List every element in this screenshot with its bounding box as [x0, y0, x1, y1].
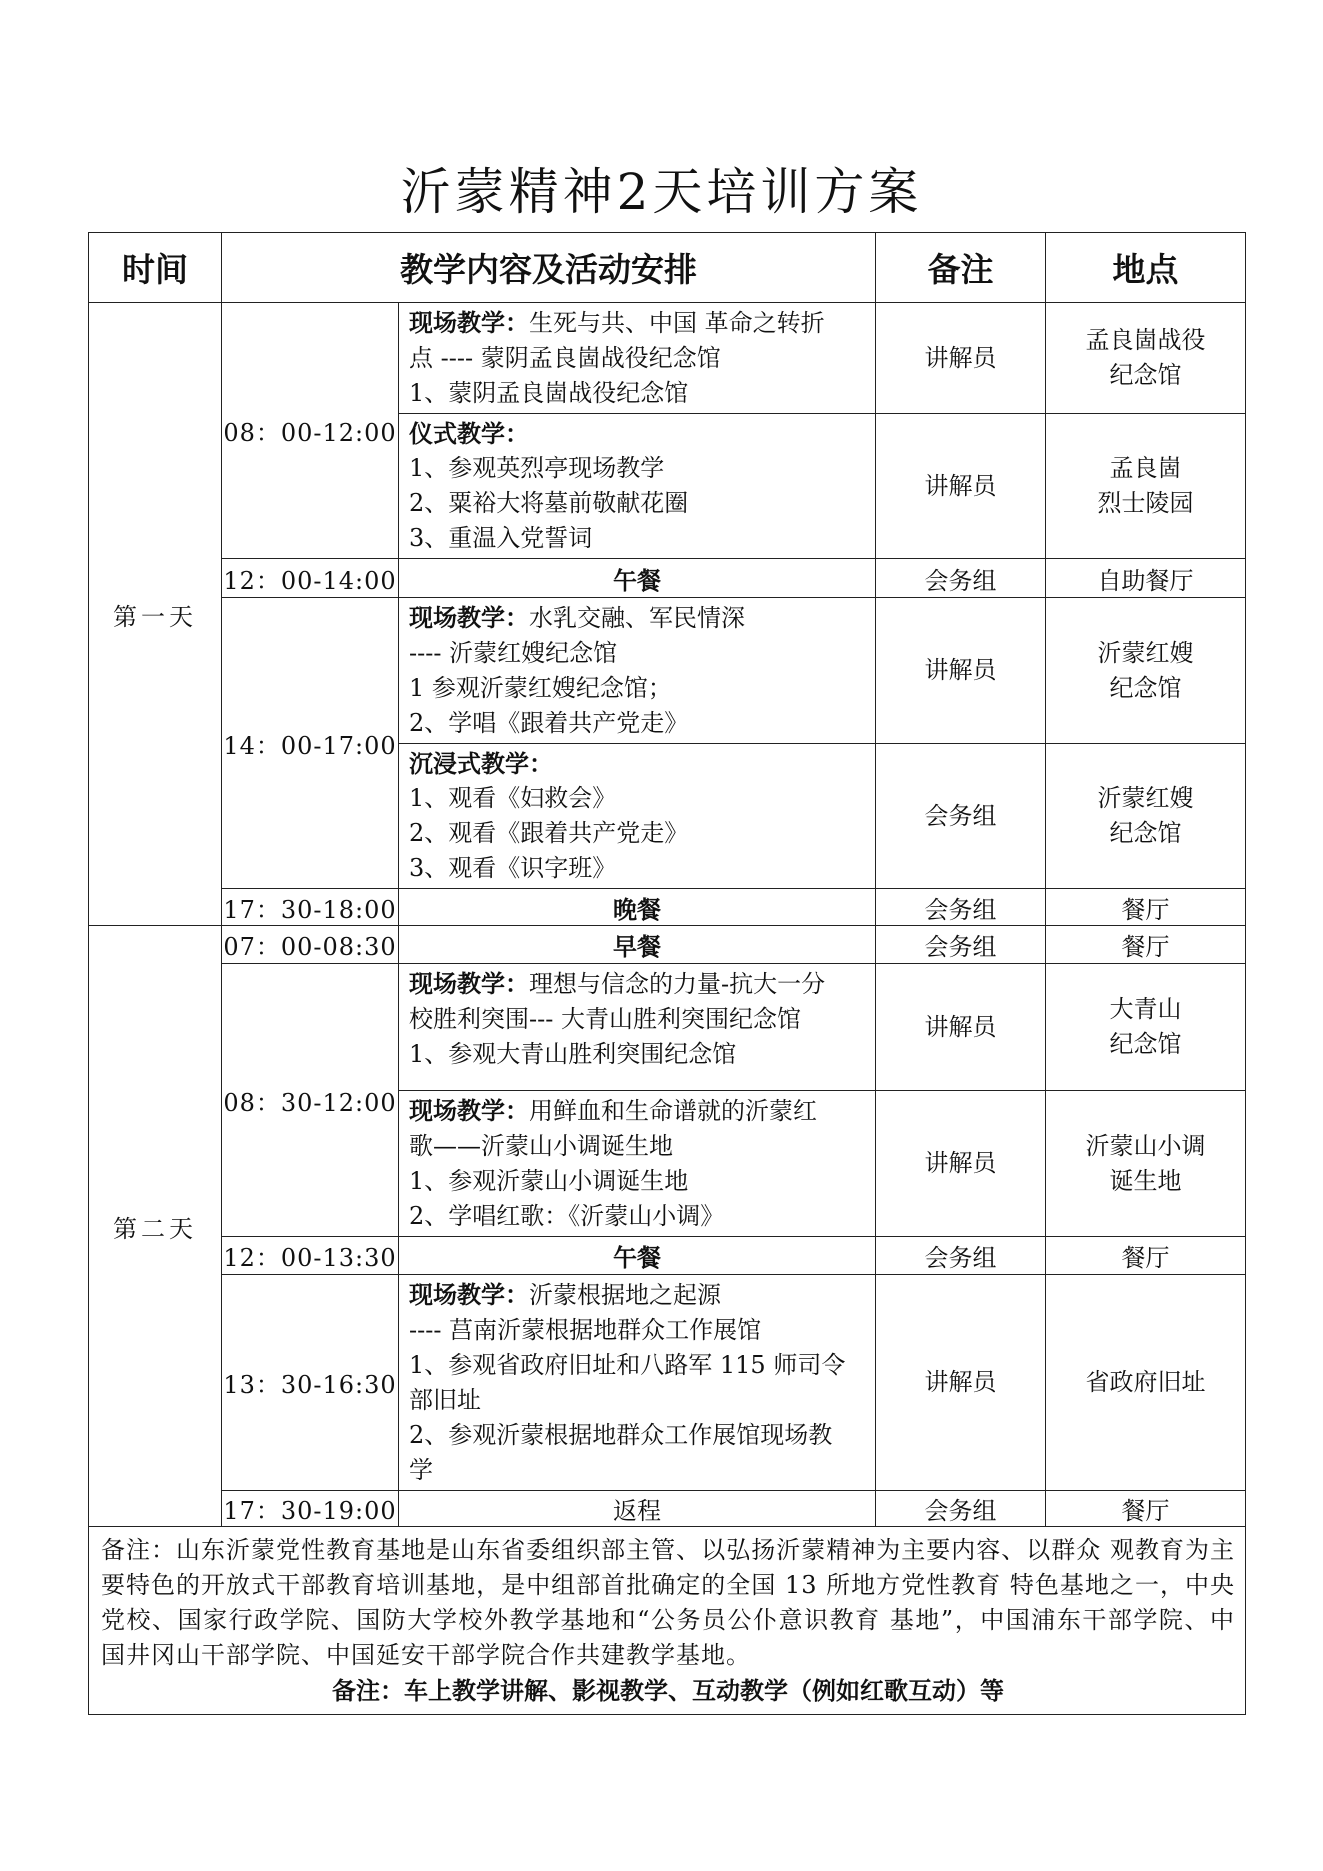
activity-line: 2、学唱红歌：《沂蒙山小调》	[409, 1202, 725, 1230]
return-cell: 返程	[399, 1491, 876, 1527]
place-line: 纪念馆	[1109, 361, 1182, 389]
time-cell: 17：30-18:00	[222, 889, 399, 926]
activity-line: 1、参观大青山胜利突围纪念馆	[409, 1040, 737, 1068]
time-cell: 12：00-13:30	[222, 1237, 399, 1275]
activity-line: 生死与共、中国 革命之转折	[529, 309, 825, 337]
activity-line: 2、学唱《跟着共产党走》	[409, 709, 689, 737]
table-row	[89, 1237, 1246, 1275]
note-cell: 讲解员	[876, 303, 1046, 414]
note-cell: 讲解员	[876, 414, 1046, 559]
time-cell: 13：30-16:30	[222, 1275, 399, 1491]
day-label: 第二天	[89, 926, 222, 1527]
time-cell: 08：00-12:00	[222, 303, 399, 559]
day-label: 第一天	[89, 303, 222, 926]
activity-line: 点 ---- 蒙阴孟良崮战役纪念馆	[409, 344, 721, 372]
place-line: 孟良崮战役	[1085, 326, 1206, 354]
activity-line: 校胜利突围--- 大青山胜利突围纪念馆	[409, 1005, 801, 1033]
place-line: 纪念馆	[1109, 673, 1182, 702]
note-cell: 讲解员	[876, 1091, 1046, 1237]
activity-heading: 现场教学：	[409, 308, 529, 337]
header-place: 地点	[1046, 233, 1246, 303]
activity-line: 歌——沂蒙山小调诞生地	[409, 1132, 673, 1160]
activity-heading: 现场教学：	[409, 1280, 529, 1309]
remarks-paragraph: 备注：山东沂蒙党性教育基地是山东省委组织部主管、以弘扬沂蒙精神为主要内容、以群众 观教育为主要特色的开放式干部教育培训基地，是中组部首批确定的全国 13 所地方党性教育 特色基地之一，中央党校、国家行政学院、国防大学校外教学基地和“公务员公仆意识教育 基地”，中国浦东干部学院、中国井冈山干部学院、中国延安干部学院合作共建教学基地。	[101, 1536, 1235, 1669]
activity-heading: 现场教学：	[409, 1096, 529, 1125]
activity-line: 1、参观沂蒙山小调诞生地	[409, 1167, 689, 1195]
activity-line: 1、参观英烈亭现场教学	[409, 454, 665, 482]
header-content: 教学内容及活动安排	[222, 233, 876, 303]
time-cell: 08：30-12:00	[222, 964, 399, 1237]
activity-heading: 现场教学：	[409, 969, 529, 998]
note-cell: 会务组	[876, 744, 1046, 889]
activity-cell	[399, 303, 876, 414]
activity-line: 部旧址	[409, 1386, 481, 1414]
activity-line: 1、参观省政府旧址和八路军 115 师司令	[409, 1351, 846, 1379]
note-cell: 讲解员	[876, 598, 1046, 744]
activity-line: 理想与信念的力量-抗大一分	[529, 970, 826, 998]
activity-cell	[399, 1091, 876, 1237]
activity-line: 3、观看《识字班》	[409, 854, 617, 882]
note-cell: 讲解员	[876, 1275, 1046, 1491]
place-cell	[1046, 744, 1246, 889]
table-row	[89, 889, 1246, 926]
place-cell: 餐厅	[1046, 1237, 1246, 1275]
note-cell: 会务组	[876, 1237, 1046, 1275]
table-row	[89, 303, 1246, 414]
activity-line: ---- 莒南沂蒙根据地群众工作展馆	[409, 1316, 762, 1344]
place-cell	[1046, 598, 1246, 744]
activity-heading: 沉浸式教学：	[409, 749, 553, 778]
place-line: 孟良崮	[1109, 454, 1182, 482]
remarks-row	[89, 1527, 1246, 1715]
place-cell: 省政府旧址	[1046, 1275, 1246, 1491]
activity-line: 1、观看《妇救会》	[409, 784, 617, 812]
activity-line: 1 参观沂蒙红嫂纪念馆；	[409, 674, 672, 702]
activity-line: 2、粟裕大将墓前敬献花圈	[409, 489, 689, 517]
table-row	[89, 1275, 1246, 1491]
note-cell: 会务组	[876, 1491, 1046, 1527]
activity-line: 2、观看《跟着共产党走》	[409, 819, 689, 847]
activity-heading: 现场教学：	[409, 603, 529, 632]
place-line: 烈士陵园	[1097, 489, 1194, 517]
place-line: 沂蒙红嫂	[1097, 784, 1194, 812]
remarks-bold-line: 备注：车上教学讲解、影视教学、互动教学（例如红歌互动）等	[332, 1676, 1004, 1705]
activity-cell	[399, 598, 876, 744]
activity-cell	[399, 414, 876, 559]
place-line: 大青山	[1109, 995, 1182, 1023]
place-cell: 自助餐厅	[1046, 559, 1246, 598]
meal-cell: 午餐	[399, 559, 876, 598]
activity-line: 学	[409, 1456, 433, 1484]
meal-cell: 午餐	[399, 1237, 876, 1275]
time-cell: 14：00-17:00	[222, 598, 399, 889]
activity-cell	[399, 744, 876, 889]
note-cell: 讲解员	[876, 964, 1046, 1091]
remarks-cell	[89, 1527, 1246, 1715]
place-cell	[1046, 1091, 1246, 1237]
document-title: 沂蒙精神2天培训方案	[400, 163, 923, 221]
time-cell: 17：30-19:00	[222, 1491, 399, 1527]
place-line: 沂蒙红嫂	[1097, 638, 1194, 667]
place-cell	[1046, 964, 1246, 1091]
header-row	[89, 233, 1246, 303]
activity-line: 1、蒙阴孟良崮战役纪念馆	[409, 379, 689, 407]
note-cell: 会务组	[876, 889, 1046, 926]
activity-line: 用鲜血和生命谱就的沂蒙红	[529, 1097, 817, 1125]
activity-line: 2、参观沂蒙根据地群众工作展馆现场教	[409, 1421, 833, 1449]
header-note: 备注	[876, 233, 1046, 303]
activity-line: ---- 沂蒙红嫂纪念馆	[409, 639, 618, 667]
meal-cell: 早餐	[399, 926, 876, 964]
activity-cell	[399, 964, 876, 1091]
place-cell	[1046, 303, 1246, 414]
place-cell: 餐厅	[1046, 1491, 1246, 1527]
table-row	[89, 598, 1246, 744]
place-line: 纪念馆	[1109, 819, 1182, 847]
training-schedule-table	[88, 232, 1246, 1715]
place-cell	[1046, 414, 1246, 559]
time-cell: 12：00-14:00	[222, 559, 399, 598]
activity-line: 3、重温入党誓词	[409, 524, 593, 552]
table-row	[89, 926, 1246, 964]
activity-line: 沂蒙根据地之起源	[529, 1281, 721, 1309]
table-row	[89, 964, 1246, 1091]
note-cell: 会务组	[876, 926, 1046, 964]
place-line: 诞生地	[1109, 1166, 1182, 1195]
header-time: 时间	[89, 233, 222, 303]
table-row	[89, 559, 1246, 598]
time-cell: 07：00-08:30	[222, 926, 399, 964]
place-cell: 餐厅	[1046, 889, 1246, 926]
place-line: 纪念馆	[1109, 1030, 1182, 1058]
meal-cell: 晚餐	[399, 889, 876, 926]
place-cell: 餐厅	[1046, 926, 1246, 964]
activity-line: 水乳交融、军民情深	[529, 604, 745, 632]
note-cell: 会务组	[876, 559, 1046, 598]
table-row	[89, 1491, 1246, 1527]
activity-heading: 仪式教学：	[409, 419, 529, 448]
activity-cell	[399, 1275, 876, 1491]
place-line: 沂蒙山小调	[1085, 1131, 1206, 1160]
